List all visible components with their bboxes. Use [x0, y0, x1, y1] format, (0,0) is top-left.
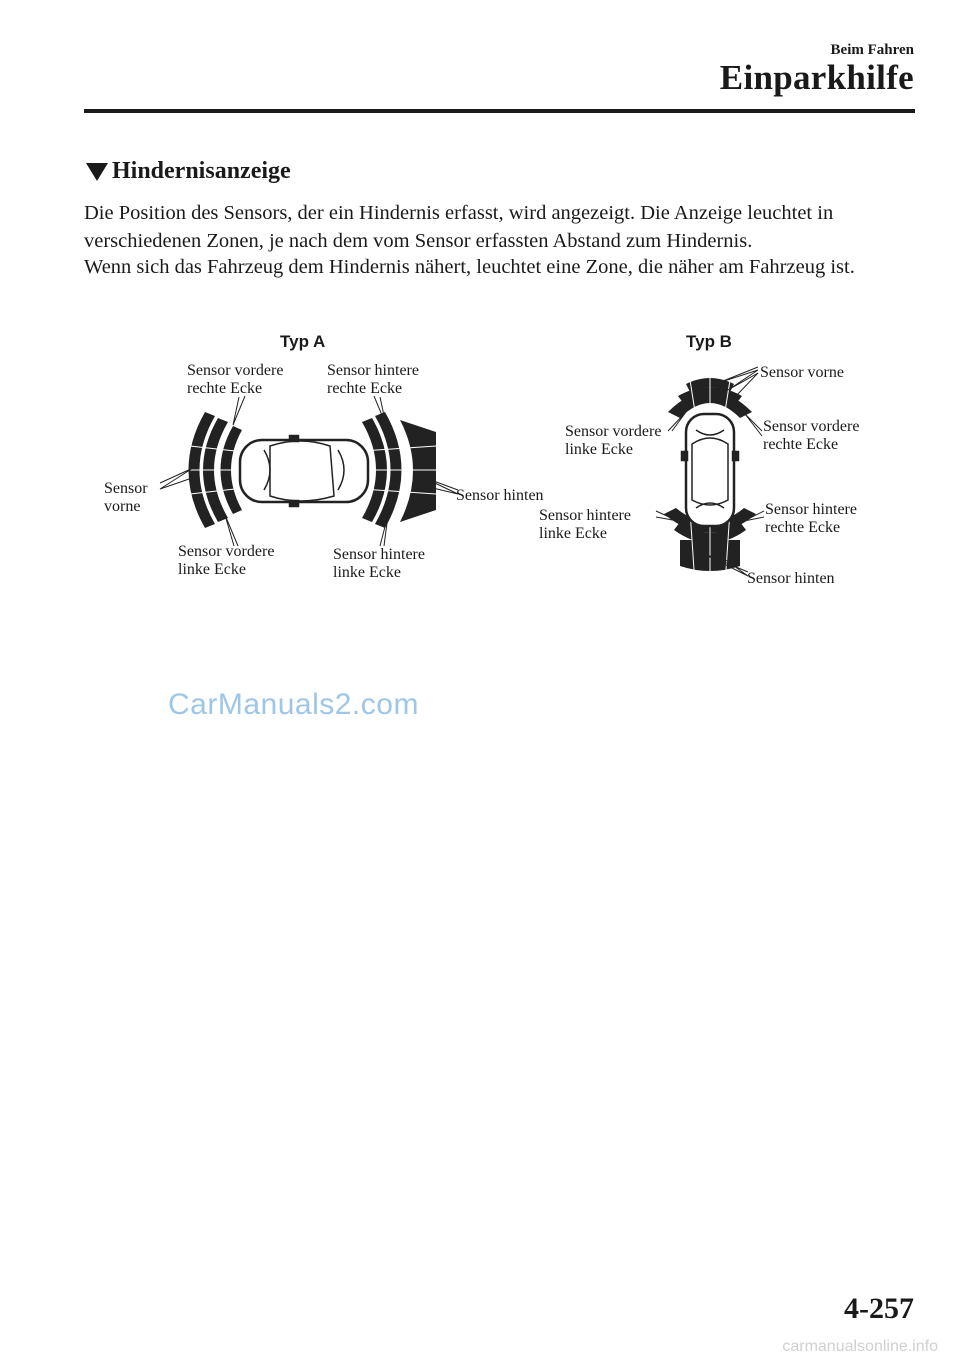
- typ-a-label-front: Sensor vorne: [104, 480, 148, 515]
- chapter-label: Beim Fahren: [830, 42, 914, 58]
- typ-a-label-rear-left: Sensor hintere linke Ecke: [333, 546, 425, 581]
- typ-b-label-rear-left: Sensor hintere linke Ecke: [539, 507, 631, 542]
- page-title: Einparkhilfe: [719, 58, 914, 97]
- typ-a-figure: [104, 332, 544, 581]
- typ-b-label-rear: Sensor hinten: [747, 570, 835, 587]
- parking-sensor-diagram: [0, 0, 960, 620]
- typ-b-label-rear-right: Sensor hintere rechte Ecke: [765, 501, 857, 536]
- paragraph: Die Position des Sensors, der ein Hindernis erfasst, wird angezeigt. Die Anzeige leuchtet in verschiedenen Zonen, je nach dem vom Sensor erfassten Abstand zum Hindernis.: [84, 202, 834, 252]
- paragraph: Wenn sich das Fahrzeug dem Hindernis nähert, leuchtet eine Zone, die näher am Fahrzeug ist.: [84, 256, 855, 278]
- typ-b-label-front: Sensor vorne: [760, 364, 844, 381]
- section-heading-text: Hindernisanzeige: [112, 158, 291, 184]
- typ-b-title: Typ B: [686, 332, 732, 351]
- typ-a-label-front-left: Sensor vordere linke Ecke: [178, 543, 275, 578]
- footer-watermark: carmanualsonline.info: [782, 1338, 938, 1355]
- typ-b-car: [682, 414, 738, 526]
- typ-a-label-rear: Sensor hinten: [456, 487, 544, 504]
- typ-b-figure: [539, 332, 863, 587]
- typ-a-label-front-right: Sensor vordere rechte Ecke: [187, 362, 284, 397]
- typ-b-label-front-left: Sensor vordere linke Ecke: [565, 423, 662, 458]
- typ-b-label-front-right: Sensor vordere rechte Ecke: [763, 418, 860, 453]
- page-number: 4-257: [844, 1292, 914, 1325]
- typ-a-title: Typ A: [280, 332, 326, 351]
- typ-a-label-rear-right: Sensor hintere rechte Ecke: [327, 362, 419, 397]
- typ-a-car: [240, 436, 368, 506]
- watermark: CarManuals2.com: [168, 688, 419, 721]
